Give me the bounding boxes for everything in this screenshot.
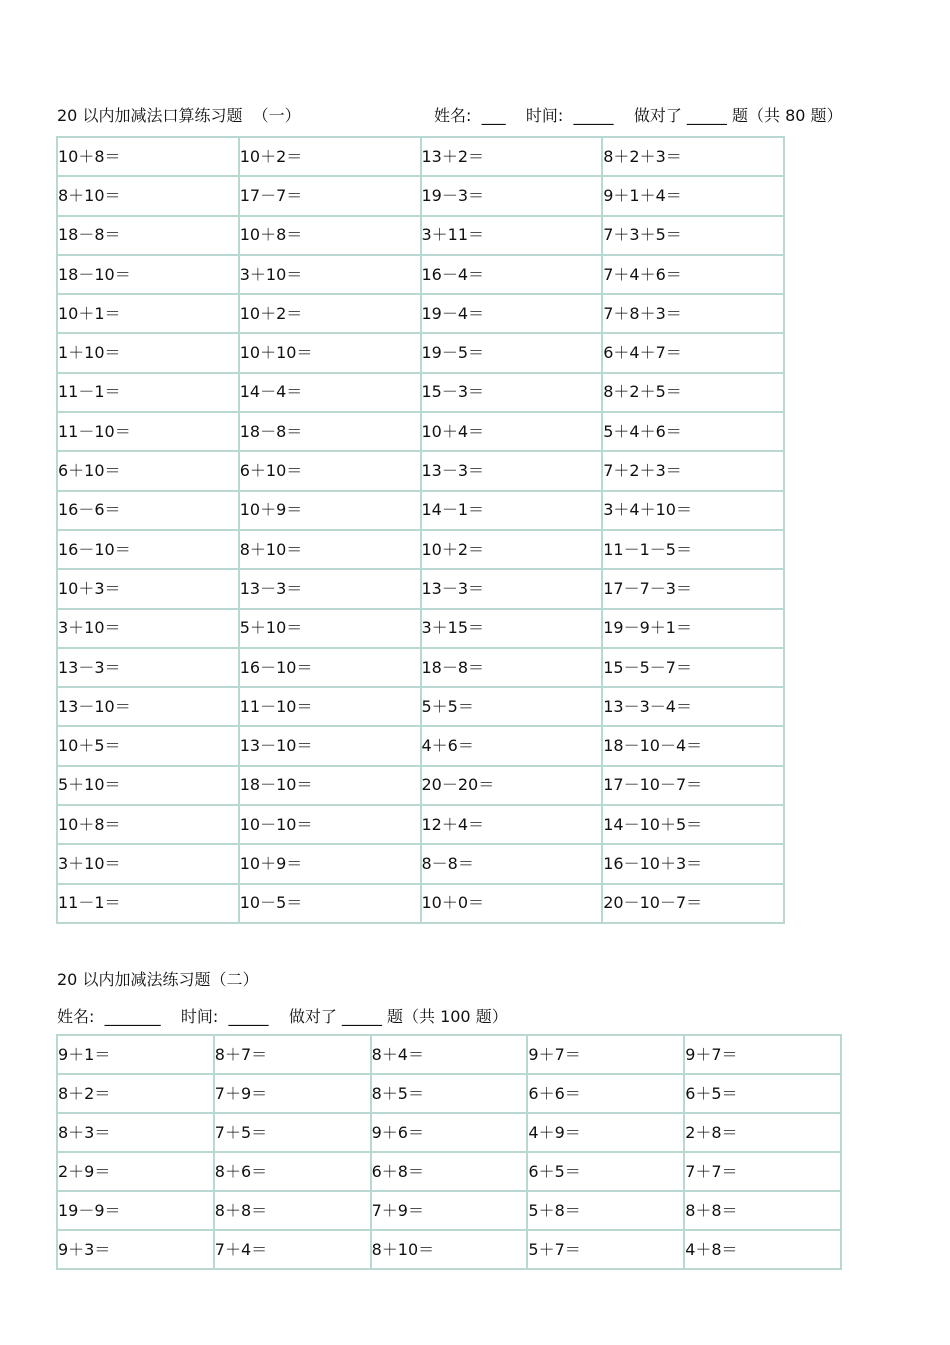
table-row: [58, 217, 783, 254]
problem-cell: 12＋4＝: [422, 806, 602, 843]
problem-cell: 7＋4＋6＝: [603, 256, 783, 293]
problem-cell: 6＋4＋7＝: [603, 334, 783, 371]
problem-cell: 11－1－5＝: [603, 531, 783, 568]
problem-cell: 7＋7＝: [685, 1153, 840, 1190]
problem-cell: 4＋9＝: [528, 1114, 683, 1151]
table-row: [58, 1036, 840, 1073]
table-row: [58, 531, 783, 568]
problem-cell: 7＋2＋3＝: [603, 452, 783, 489]
problem-cell: 4＋6＝: [422, 727, 602, 764]
table-row: [58, 256, 783, 293]
problem-cell: 10＋4＝: [422, 413, 602, 450]
table-row: [58, 1075, 840, 1112]
table-row: [58, 334, 783, 371]
problem-cell: 16－10＝: [58, 531, 238, 568]
table-row: [58, 374, 783, 411]
problem-cell: 17－7＝: [240, 177, 420, 214]
problem-cell: 18－8＝: [58, 217, 238, 254]
problem-cell: 5＋5＝: [422, 688, 602, 725]
problem-cell: 16－6＝: [58, 492, 238, 529]
problem-cell: 8＋2＝: [58, 1075, 213, 1112]
problem-cell: 3＋15＝: [422, 610, 602, 647]
problem-cell: 19－9＋1＝: [603, 610, 783, 647]
problem-cell: 15－3＝: [422, 374, 602, 411]
problem-cell: 16－10＝: [240, 649, 420, 686]
problem-cell: 19－3＝: [422, 177, 602, 214]
table-row: [58, 688, 783, 725]
problem-cell: 13＋2＝: [422, 138, 602, 175]
problem-cell: 6＋5＝: [528, 1153, 683, 1190]
problem-cell: 9＋6＝: [372, 1114, 527, 1151]
table-row: [58, 1192, 840, 1229]
section1-info: 姓名: ___ 时间: _____ 做对了 _____ 题（共 80 题）: [434, 106, 843, 125]
problem-cell: 1＋10＝: [58, 334, 238, 371]
table-row: [58, 885, 783, 922]
problem-cell: 6＋10＝: [58, 452, 238, 489]
problem-cell: 14－1＝: [422, 492, 602, 529]
problem-cell: 8＋3＝: [58, 1114, 213, 1151]
problem-cell: 5＋4＋6＝: [603, 413, 783, 450]
problem-cell: 5＋8＝: [528, 1192, 683, 1229]
problem-cell: 17－10－7＝: [603, 767, 783, 804]
problem-cell: 7＋3＋5＝: [603, 217, 783, 254]
problem-cell: 10－10＝: [240, 806, 420, 843]
table-row: [58, 845, 783, 882]
problem-cell: 8＋10＝: [240, 531, 420, 568]
problem-cell: 8＋10＝: [58, 177, 238, 214]
problem-cell: 8＋4＝: [372, 1036, 527, 1073]
problem-cell: 10＋8＝: [58, 138, 238, 175]
problem-cell: 8－8＝: [422, 845, 602, 882]
problem-cell: 9＋3＝: [58, 1231, 213, 1268]
section1-title: 20 以内加减法口算练习题 （一）: [57, 106, 301, 125]
table-row: [58, 767, 783, 804]
table-row: [58, 177, 783, 214]
table-row: [58, 727, 783, 764]
problem-cell: 6＋5＝: [685, 1075, 840, 1112]
section2-title: 20 以内加减法练习题（二）: [57, 970, 259, 989]
table-row: [58, 452, 783, 489]
table-row: [58, 138, 783, 175]
problem-cell: 14－10＋5＝: [603, 806, 783, 843]
problem-cell: 7＋5＝: [215, 1114, 370, 1151]
problem-cell: 16－10＋3＝: [603, 845, 783, 882]
problem-cell: 8＋7＝: [215, 1036, 370, 1073]
table-row: [58, 610, 783, 647]
problem-cell: 3＋10＝: [58, 845, 238, 882]
table-row: [58, 649, 783, 686]
table-row: [58, 413, 783, 450]
problem-cell: 10＋8＝: [58, 806, 238, 843]
problem-cell: 5＋7＝: [528, 1231, 683, 1268]
problem-cell: 10＋9＝: [240, 492, 420, 529]
problem-cell: 9＋7＝: [528, 1036, 683, 1073]
problem-cell: 13－3＝: [422, 452, 602, 489]
problem-cell: 10＋9＝: [240, 845, 420, 882]
problem-cell: 10＋2＝: [240, 138, 420, 175]
problem-cell: 8＋6＝: [215, 1153, 370, 1190]
problem-cell: 9＋1＋4＝: [603, 177, 783, 214]
problem-cell: 16－4＝: [422, 256, 602, 293]
problem-cell: 10＋10＝: [240, 334, 420, 371]
problem-cell: 15－5－7＝: [603, 649, 783, 686]
problem-cell: 7＋9＝: [372, 1192, 527, 1229]
problem-cell: 10＋2＝: [240, 295, 420, 332]
problem-cell: 11－10＝: [240, 688, 420, 725]
problem-cell: 6＋6＝: [528, 1075, 683, 1112]
problem-cell: 18－10＝: [240, 767, 420, 804]
problem-cell: 13－10＝: [240, 727, 420, 764]
worksheet-grid-1: [56, 136, 785, 924]
problem-cell: 9＋1＝: [58, 1036, 213, 1073]
problem-cell: 20－10－7＝: [603, 885, 783, 922]
problem-cell: 13－3＝: [422, 570, 602, 607]
problem-cell: 18－10－4＝: [603, 727, 783, 764]
problem-cell: 10＋1＝: [58, 295, 238, 332]
problem-cell: 5＋10＝: [58, 767, 238, 804]
problem-cell: 10＋8＝: [240, 217, 420, 254]
problem-cell: 11－1＝: [58, 885, 238, 922]
worksheet-grid-2: [56, 1034, 842, 1270]
problem-cell: 17－7－3＝: [603, 570, 783, 607]
problem-cell: 10＋2＝: [422, 531, 602, 568]
problem-cell: 6＋8＝: [372, 1153, 527, 1190]
table-row: [58, 1231, 840, 1268]
problem-cell: 11－1＝: [58, 374, 238, 411]
problem-cell: 10－5＝: [240, 885, 420, 922]
problem-cell: 7＋8＋3＝: [603, 295, 783, 332]
problem-cell: 20－20＝: [422, 767, 602, 804]
problem-cell: 10＋3＝: [58, 570, 238, 607]
problem-cell: 8＋5＝: [372, 1075, 527, 1112]
problem-cell: 13－3＝: [58, 649, 238, 686]
table-row: [58, 295, 783, 332]
table-row: [58, 806, 783, 843]
problem-cell: 18－10＝: [58, 256, 238, 293]
problem-cell: 7＋9＝: [215, 1075, 370, 1112]
problem-cell: 3＋10＝: [58, 610, 238, 647]
problem-cell: 3＋10＝: [240, 256, 420, 293]
problem-cell: 2＋8＝: [685, 1114, 840, 1151]
table-row: [58, 1114, 840, 1151]
problem-cell: 7＋4＝: [215, 1231, 370, 1268]
problem-cell: 8＋8＝: [685, 1192, 840, 1229]
problem-cell: 11－10＝: [58, 413, 238, 450]
problem-cell: 8＋2＋3＝: [603, 138, 783, 175]
problem-cell: 19－5＝: [422, 334, 602, 371]
problem-cell: 13－3－4＝: [603, 688, 783, 725]
problem-cell: 6＋10＝: [240, 452, 420, 489]
problem-cell: 8＋8＝: [215, 1192, 370, 1229]
table-row: [58, 570, 783, 607]
problem-cell: 9＋7＝: [685, 1036, 840, 1073]
problem-cell: 2＋9＝: [58, 1153, 213, 1190]
table-row: [58, 1153, 840, 1190]
problem-cell: 19－4＝: [422, 295, 602, 332]
problem-cell: 14－4＝: [240, 374, 420, 411]
problem-cell: 8＋10＝: [372, 1231, 527, 1268]
problem-cell: 5＋10＝: [240, 610, 420, 647]
problem-cell: 13－10＝: [58, 688, 238, 725]
problem-cell: 10＋0＝: [422, 885, 602, 922]
problem-cell: 18－8＝: [422, 649, 602, 686]
section2-info: 姓名: _______ 时间: _____ 做对了 _____ 题（共 100 题）: [57, 1007, 508, 1026]
problem-cell: 8＋2＋5＝: [603, 374, 783, 411]
table-row: [58, 492, 783, 529]
problem-cell: 3＋11＝: [422, 217, 602, 254]
problem-cell: 18－8＝: [240, 413, 420, 450]
problem-cell: 3＋4＋10＝: [603, 492, 783, 529]
problem-cell: 13－3＝: [240, 570, 420, 607]
problem-cell: 19－9＝: [58, 1192, 213, 1229]
problem-cell: 4＋8＝: [685, 1231, 840, 1268]
problem-cell: 10＋5＝: [58, 727, 238, 764]
